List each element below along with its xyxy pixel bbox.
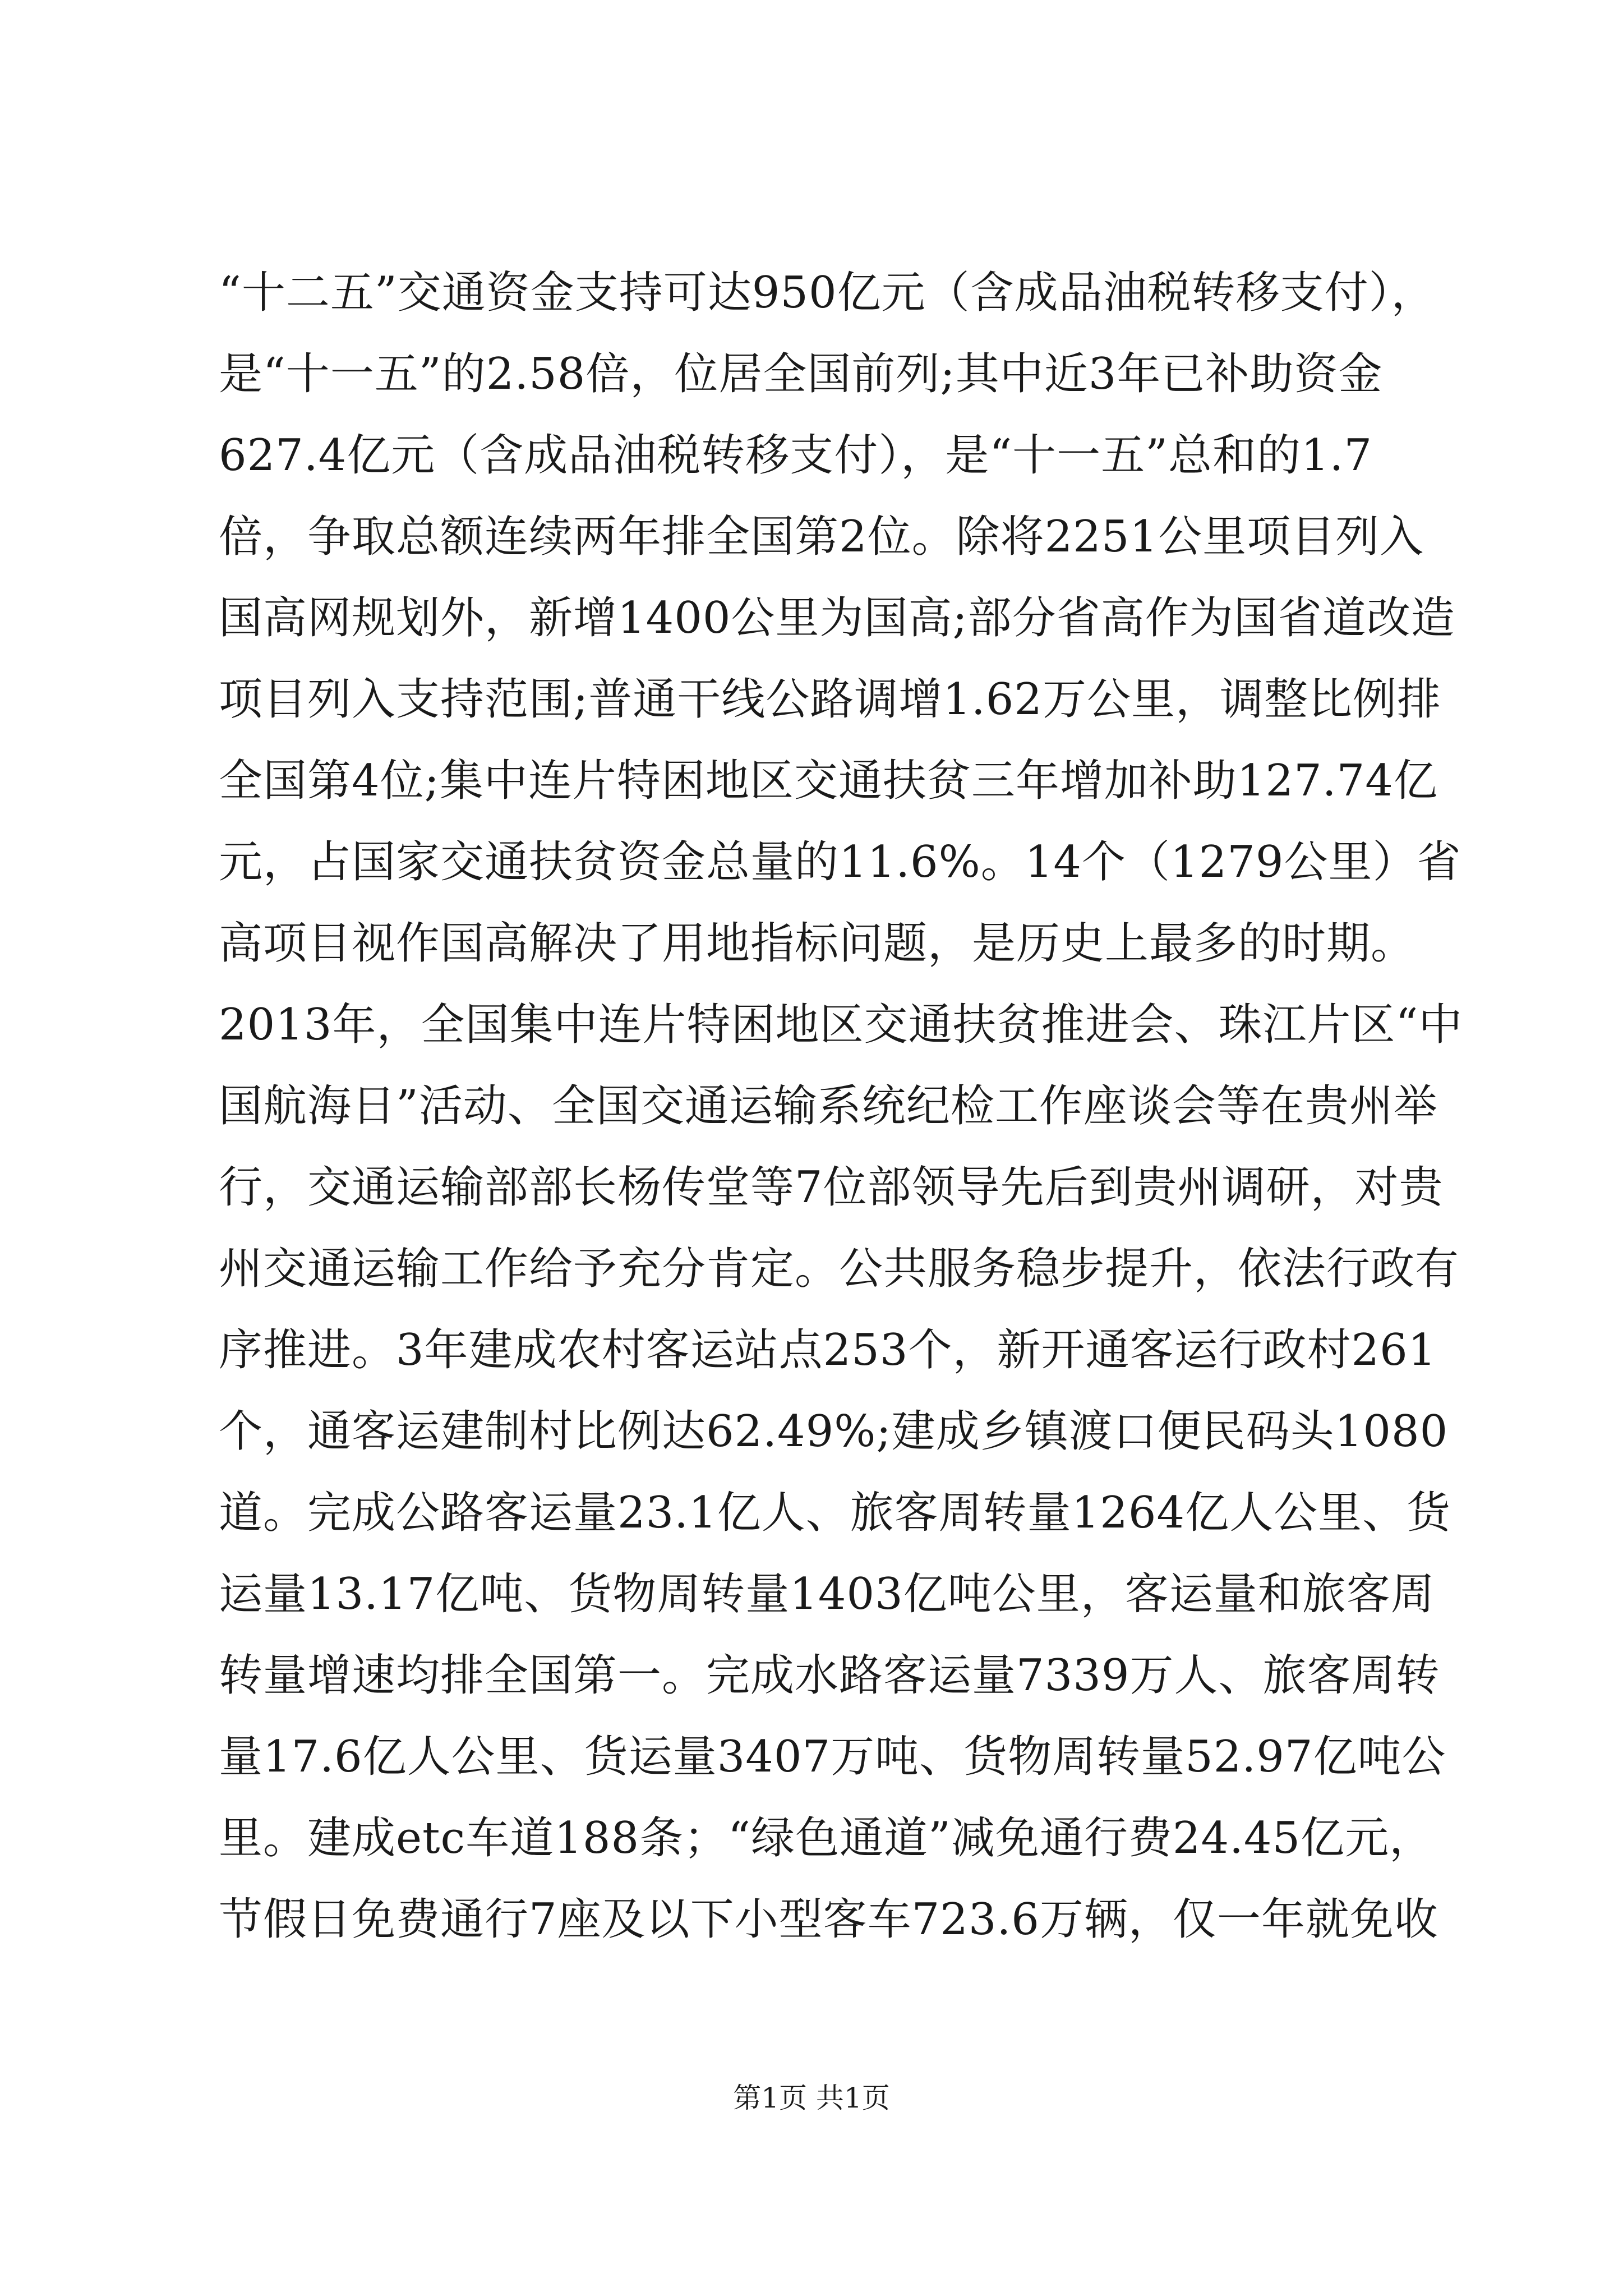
text-line: 运量13.17亿吨、货物周转量1403亿吨公里，客运量和旅客周 [219,1569,1435,1619]
text-line: 全国第4位;集中连片特困地区交通扶贫三年增加补助127.74亿 [219,756,1438,806]
body-text [219,252,1463,1961]
text-line: 节假日免费通行7座及以下小型客车723.6万辆，仅一年就免收 [219,1894,1438,1945]
text-line: 个，通客运建制村比例达62.49%;建成乡镇渡口便民码头1080 [219,1406,1449,1457]
text-line: 州交通运输工作给予充分肯定。公共服务稳步提升，依法行政有 [219,1244,1460,1294]
text-line: 2013年，全国集中连片特困地区交通扶贫推进会、珠江片区“中 [219,1000,1463,1050]
text-line: 627.4亿元（含成品油税转移支付），是“十一五”总和的1.7 [219,430,1373,481]
text-line: 高项目视作国高解决了用地指标问题，是历史上最多的时期。 [219,918,1415,969]
text-line: 里。建成etc车道188条；“绿色通道”减免通行费24.45亿元， [219,1813,1434,1864]
text-line: 行，交通运输部部长杨传堂等7位部领导先后到贵州调研，对贵 [219,1162,1444,1213]
text-line: 项目列入支持范围;普通干线公路调增1.62万公里，调整比例排 [219,674,1441,725]
text-line: 国航海日”活动、全国交通运输系统纪检工作座谈会等在贵州举 [219,1081,1438,1131]
page-number-label: 第1页 共1页 [733,2082,890,2114]
text-line: 倍，争取总额连续两年排全国第2位。除将2251公里项目列入 [219,512,1424,562]
text-line: 道。完成公路客运量23.1亿人、旅客周转量1264亿人公里、货 [219,1488,1451,1538]
text-line: 量17.6亿人公里、货运量3407万吨、货物周转量52.97亿吨公 [219,1732,1446,1782]
text-line: 序推进。3年建成农村客运站点253个，新开通客运行政村261 [219,1325,1437,1375]
text-line: 元，占国家交通扶贫资金总量的11.6%。14个（1279公里）省 [219,837,1461,887]
text-line: 是“十一五”的2.58倍，位居全国前列;其中近3年已补助资金 [219,349,1383,399]
text-line: “十二五”交通资金支持可达950亿元（含成品油税转移支付）， [219,268,1436,318]
text-line: 转量增速均排全国第一。完成水路客运量7339万人、旅客周转 [219,1650,1440,1701]
text-line: 国高网规划外，新增1400公里为国高;部分省高作为国省道改造 [219,593,1455,643]
page-footer [0,2078,1623,2118]
